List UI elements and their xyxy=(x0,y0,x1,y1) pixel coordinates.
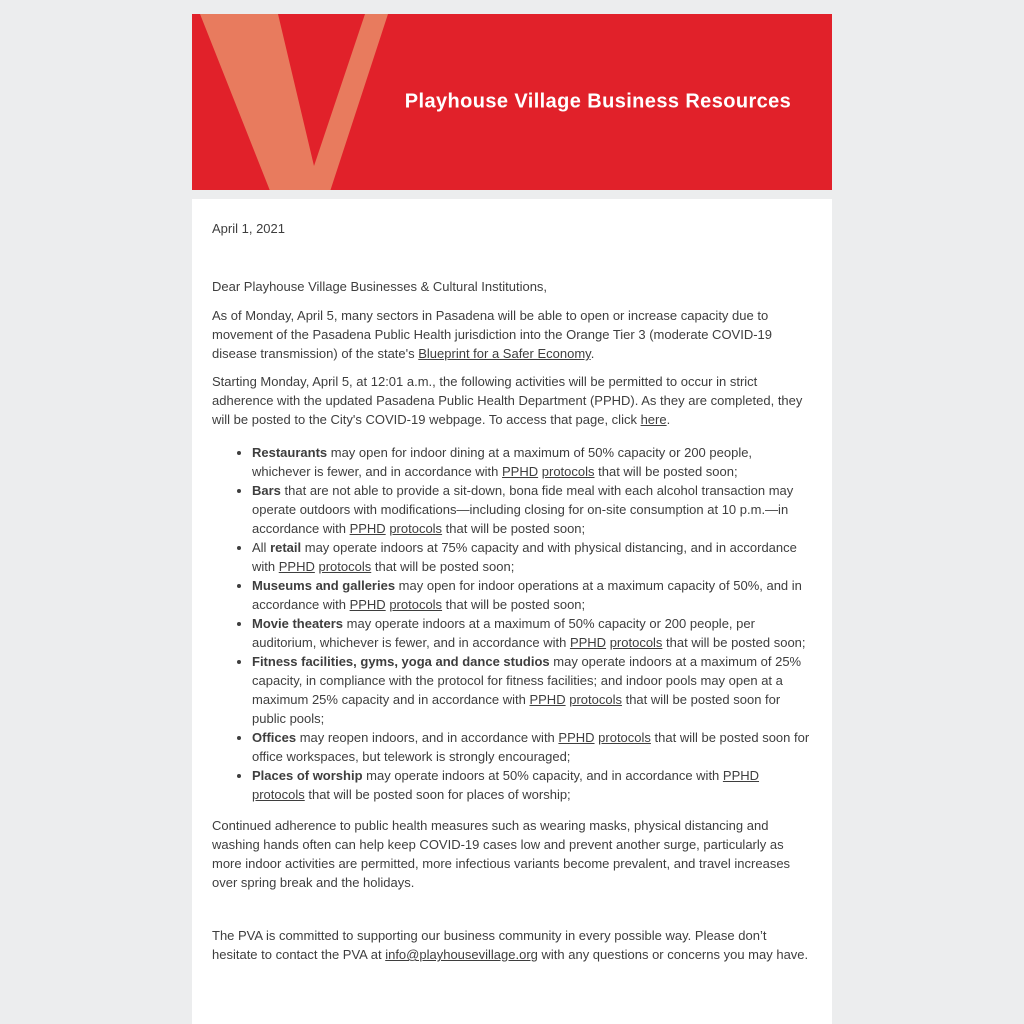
bold-lead-in: Offices xyxy=(252,730,297,745)
link-pphd[interactable]: PPHD xyxy=(529,692,566,707)
link-protocols[interactable]: protocols xyxy=(389,597,443,612)
newsletter-title: Playhouse Village Business Resources xyxy=(404,90,792,113)
list-item-bars: • Bars that are not able to provide a sit-down, bona fide meal with each alcohol transaction may operate outdoors with modifications—including closing for on-site consumption at 10 p.m.—in accordance with PPHD protocols that will be posted soon; xyxy=(252,481,812,538)
list-item-fitness-facilities: • Fitness facilities, gyms, yoga and dance studios may operate indoors at a maximum of 25% capacity, in compliance with the protocol for fitness facilities; and indoor pools may open at a maximum 25% capacity and in accordance with PPHD protocols that will be posted soon for public pools; xyxy=(252,652,812,728)
paragraph-tier-announcement: As of Monday, April 5, many sectors in Pasadena will be able to open or increase capacity due to movement of the Pasadena Public Health jurisdiction into the Orange Tier 3 (moderate COVID-19 disease transmission) of the state's Blueprint for a Safer Economy. xyxy=(212,308,773,361)
paragraph-effective-date: Starting Monday, April 5, at 12:01 a.m., the following activities will be permitted to occur in strict adherence with the updated Pasadena Public Health Department (PPHD). As they are completed, they will be posted to the City's COVID-19 webpage. To access that page, click here. xyxy=(212,374,803,427)
link-blueprint-for-a-safer-economy[interactable]: Blueprint for a Safer Economy xyxy=(418,346,591,361)
link-here[interactable]: here xyxy=(640,412,667,427)
paragraph-pva-contact: The PVA is committed to supporting our business community in every possible way. Please don’t hesitate to contact the PVA at info@playhousevillage.org with any questions or concerns you may have. xyxy=(212,928,809,962)
list-item-retail: • All retail may operate indoors at 75% capacity and with physical distancing, and in accordance with PPHD protocols that will be posted soon; xyxy=(252,538,812,576)
link-info-playhousevillage-org[interactable]: info@playhousevillage.org xyxy=(385,947,538,962)
list-item-museums-galleries: • Museums and galleries may open for indoor operations at a maximum capacity of 50%, and in accordance with PPHD protocols that will be posted soon; xyxy=(252,576,812,614)
bold-lead-in: Restaurants xyxy=(252,445,328,460)
bold-lead-in: Fitness facilities, gyms, yoga and dance studios xyxy=(252,654,550,669)
link-pphd[interactable]: PPHD xyxy=(349,521,386,536)
link-protocols[interactable]: protocols xyxy=(541,464,595,479)
link-pphd[interactable]: PPHD xyxy=(569,635,607,650)
link-protocols[interactable]: protocols xyxy=(318,559,372,574)
bold-lead-in: Museums and galleries xyxy=(252,578,396,593)
paragraph-health-measures: Continued adherence to public health measures such as wearing masks, physical distancing and washing hands often can help keep COVID-19 cases low and prevent another surge, particularly as more indoor activities are permitted, more infectious variants become prevalent, and travel increases over spring break and the holidays. xyxy=(212,818,791,890)
link-protocols[interactable]: protocols xyxy=(389,521,443,536)
activity-list xyxy=(212,443,812,804)
link-protocols[interactable]: protocols xyxy=(569,692,622,707)
bold-lead-in: Bars xyxy=(252,483,281,498)
list-item-offices: • Offices may reopen indoors, and in accordance with PPHD protocols that will be posted soon for office workspaces, but telework is strongly encouraged; xyxy=(252,728,812,766)
email-header-banner xyxy=(192,14,832,190)
list-item-places-of-worship: • Places of worship may operate indoors at 50% capacity, and in accordance with PPHD protocols that will be posted soon for places of worship; xyxy=(252,766,812,804)
link-pphd[interactable]: PPHD xyxy=(278,559,315,574)
list-item-restaurants: • Restaurants may open for indoor dining at a maximum of 50% capacity or 200 people, whichever is fewer, and in accordance with PPHD protocols that will be posted soon; xyxy=(252,443,812,481)
link-pphd[interactable]: PPHD xyxy=(502,464,539,479)
link-pphd[interactable]: PPHD xyxy=(558,730,595,745)
email-body-card xyxy=(192,199,832,1024)
salutation: Dear Playhouse Village Businesses & Cultural Institutions, xyxy=(212,279,548,294)
bold-lead-in: Movie theaters xyxy=(252,616,344,631)
link-pphd[interactable]: PPHD xyxy=(349,597,386,612)
bold-lead-in: retail xyxy=(270,540,302,555)
list-item-movie-theaters: • Movie theaters may operate indoors at a maximum of 50% capacity or 200 people, per auditorium, whichever is fewer, and in accordance with PPHD protocols that will be posted soon; xyxy=(252,614,812,652)
link-pphd[interactable]: PPHD xyxy=(722,768,760,783)
link-protocols[interactable]: protocols xyxy=(598,730,651,745)
bold-lead-in: Places of worship xyxy=(252,768,363,783)
date-line: April 1, 2021 xyxy=(212,221,285,236)
link-protocols[interactable]: protocols xyxy=(609,635,663,650)
link-protocols[interactable]: protocols xyxy=(252,787,305,802)
